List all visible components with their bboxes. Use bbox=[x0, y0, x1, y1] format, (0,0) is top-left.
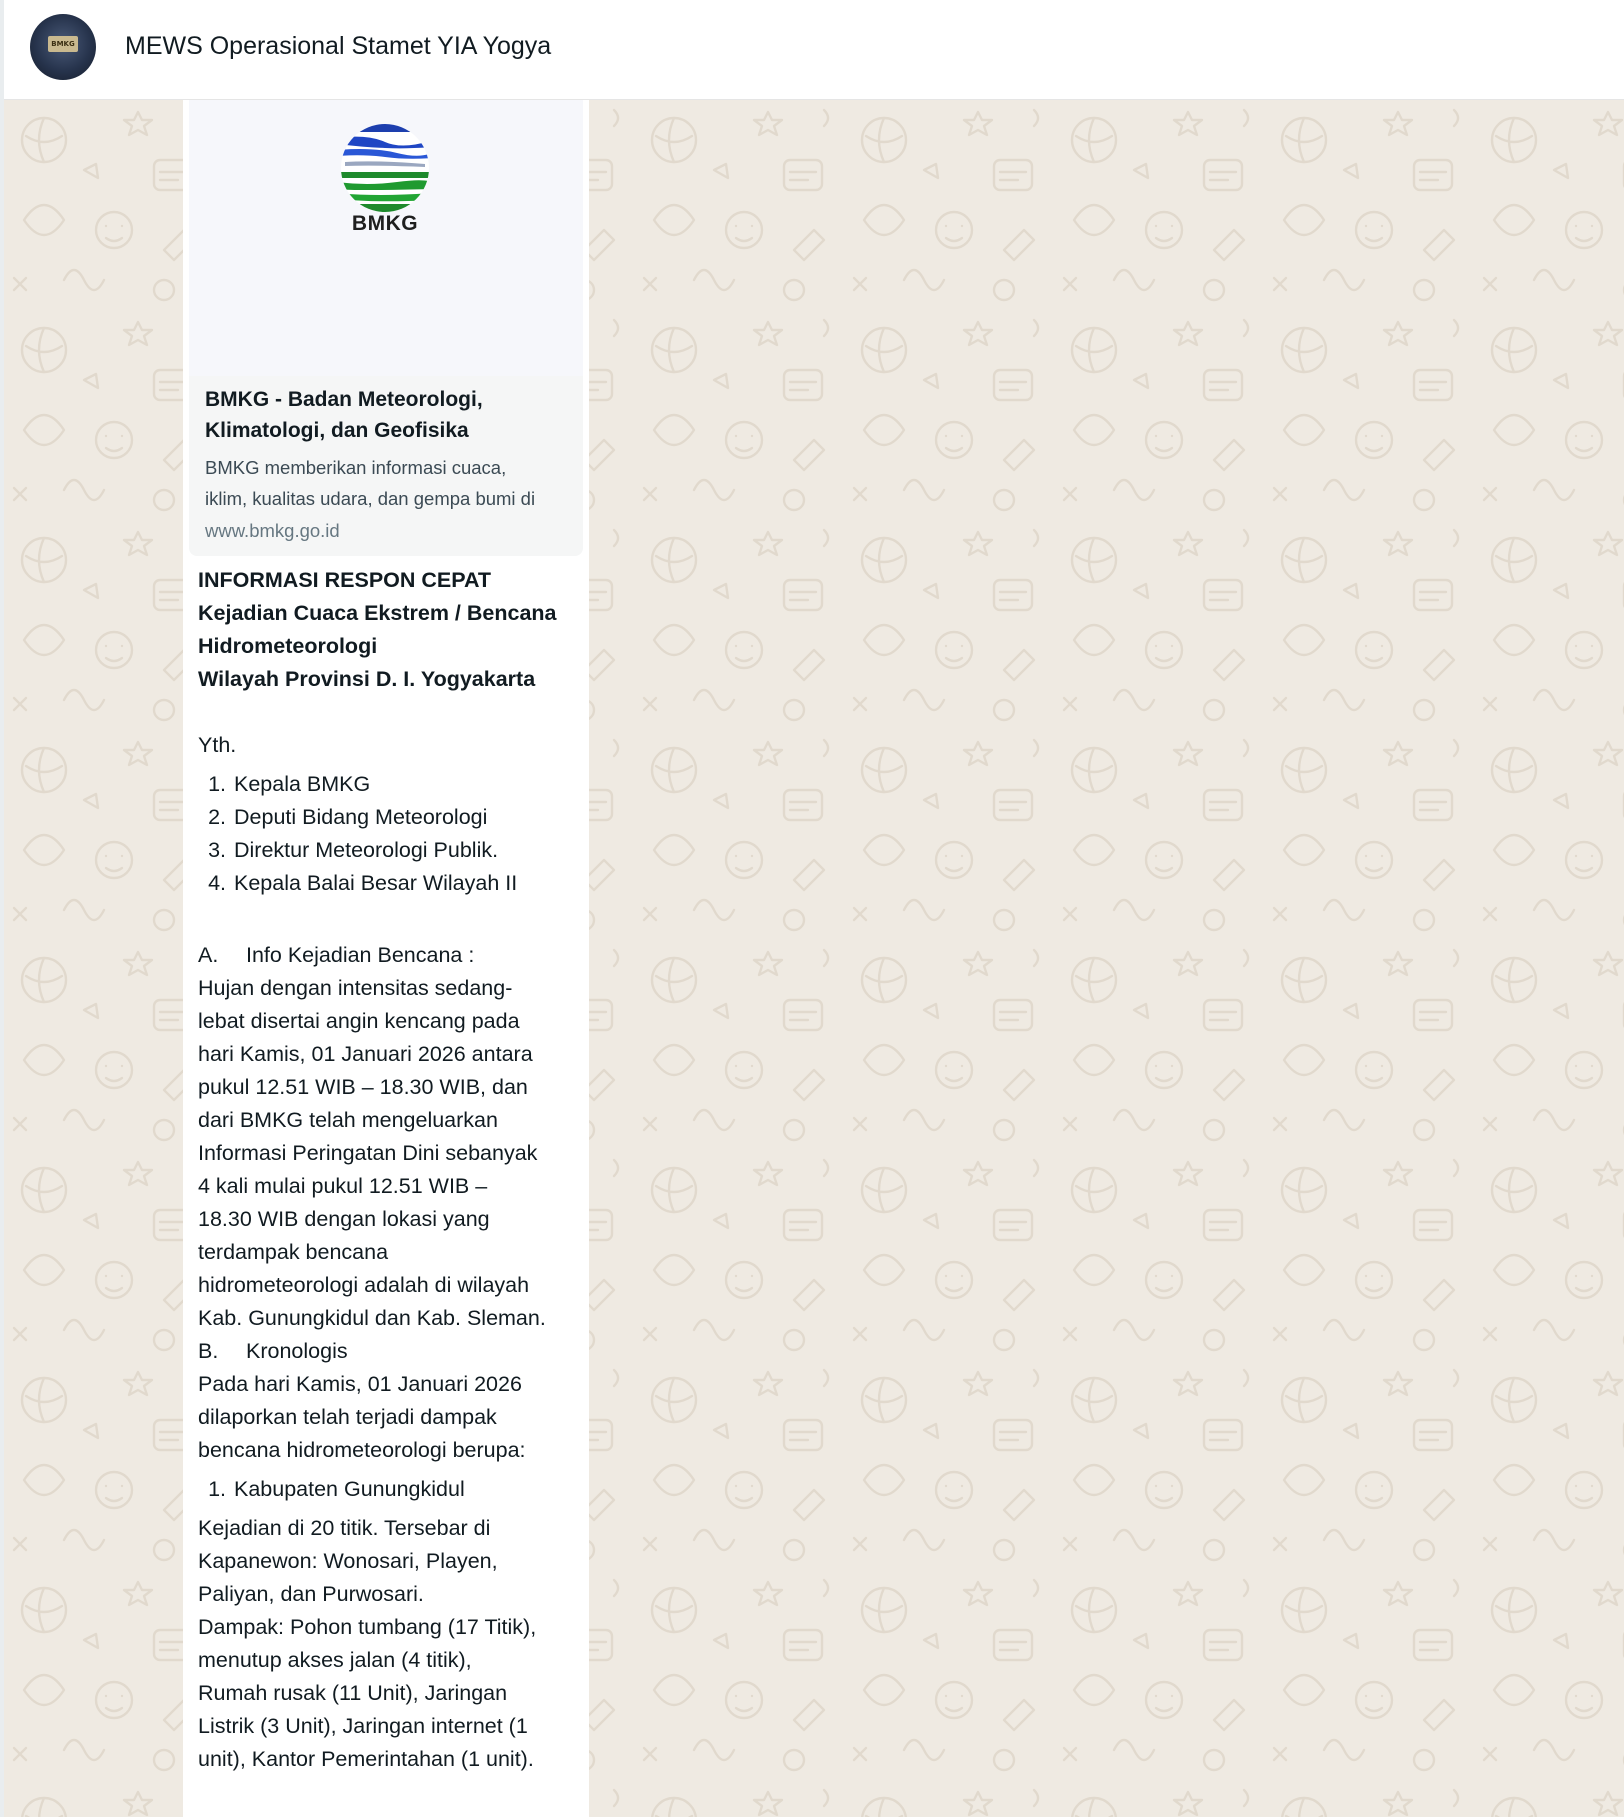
message-heading-line: Wilayah Provinsi D. I. Yogyakarta bbox=[198, 667, 536, 691]
detail-line: unit), Kantor Pemerintahan (1 unit). bbox=[198, 1747, 534, 1771]
link-preview-info[interactable] bbox=[205, 384, 575, 544]
list-text: Deputi Bidang Meteorologi bbox=[234, 805, 488, 829]
list-number: 1. bbox=[208, 1477, 226, 1501]
list-item bbox=[198, 867, 581, 900]
list-number: 3. bbox=[208, 838, 226, 862]
link-preview-description-line: iklim, kualitas udara, dan gempa bumi di bbox=[205, 488, 536, 509]
list-number: 1. bbox=[208, 772, 226, 796]
bmkg-logo-icon bbox=[337, 120, 433, 216]
detail-line: Listrik (3 Unit), Jaringan internet (1 bbox=[198, 1714, 528, 1738]
area-list bbox=[198, 1473, 581, 1506]
chat-header[interactable] bbox=[4, 0, 1624, 100]
recipient-list bbox=[198, 768, 581, 900]
link-preview-title-line: BMKG - Badan Meteorologi, bbox=[205, 388, 483, 411]
section-b-line: bencana hidrometeorologi berupa: bbox=[198, 1438, 526, 1462]
section-a-line: Hujan dengan intensitas sedang- bbox=[198, 976, 513, 1000]
section-a-line: 4 kali mulai pukul 12.51 WIB – bbox=[198, 1174, 488, 1198]
blank-line bbox=[198, 906, 581, 939]
section-label: A. bbox=[198, 943, 219, 967]
detail-line: Kapanewon: Wonosari, Playen, bbox=[198, 1549, 498, 1573]
section-a-line: hari Kamis, 01 Januari 2026 antara bbox=[198, 1042, 533, 1066]
message-text bbox=[198, 564, 581, 1776]
list-item bbox=[198, 801, 581, 834]
list-text: Direktur Meteorologi Publik. bbox=[234, 838, 499, 862]
chat-title[interactable]: MEWS Operasional Stamet YIA Yogya bbox=[125, 32, 552, 60]
section-b-line: dilaporkan telah terjadi dampak bbox=[198, 1405, 497, 1429]
list-text: Kepala BMKG bbox=[234, 772, 371, 796]
link-preview-url[interactable]: www.bmkg.go.id bbox=[205, 520, 340, 541]
avatar-plate: BMKG bbox=[48, 36, 78, 52]
section-a-line: terdampak bencana bbox=[198, 1240, 389, 1264]
list-item bbox=[198, 768, 581, 801]
link-preview-description bbox=[205, 452, 575, 514]
section-a-heading bbox=[198, 939, 581, 972]
section-a-line: dari BMKG telah mengeluarkan bbox=[198, 1108, 498, 1132]
link-preview-card[interactable] bbox=[189, 100, 583, 556]
section-b-line: Pada hari Kamis, 01 Januari 2026 bbox=[198, 1372, 522, 1396]
detail-line: Rumah rusak (11 Unit), Jaringan bbox=[198, 1681, 508, 1705]
list-item bbox=[198, 834, 581, 867]
message-heading-line: Kejadian Cuaca Ekstrem / Bencana bbox=[198, 601, 557, 625]
section-title: Info Kejadian Bencana : bbox=[246, 943, 475, 967]
section-b-heading bbox=[198, 1335, 581, 1368]
message-heading-line: Hidrometeorologi bbox=[198, 634, 378, 658]
detail-line: Paliyan, dan Purwosari. bbox=[198, 1582, 424, 1606]
list-item bbox=[198, 1473, 581, 1506]
section-title: Kronologis bbox=[246, 1339, 348, 1363]
link-preview-image bbox=[189, 100, 583, 376]
section-a-line: lebat disertai angin kencang pada bbox=[198, 1009, 520, 1033]
list-number: 2. bbox=[208, 805, 226, 829]
link-preview-title[interactable] bbox=[205, 384, 575, 446]
section-a-line: pukul 12.51 WIB – 18.30 WIB, dan bbox=[198, 1075, 528, 1099]
link-preview-title-line: Klimatologi, dan Geofisika bbox=[205, 419, 469, 442]
detail-line: menutup akses jalan (4 titik), bbox=[198, 1648, 472, 1672]
list-number: 4. bbox=[208, 871, 226, 895]
section-a-line: Kab. Gunungkidul dan Kab. Sleman. bbox=[198, 1306, 546, 1330]
message-heading-line: INFORMASI RESPON CEPAT bbox=[198, 568, 492, 592]
section-a-line: Informasi Peringatan Dini sebanyak bbox=[198, 1141, 538, 1165]
section-a-line: hidrometeorologi adalah di wilayah bbox=[198, 1273, 530, 1297]
blank-line bbox=[198, 696, 581, 729]
bmkg-logo-text: BMKG bbox=[351, 212, 419, 235]
link-preview-description-line: BMKG memberikan informasi cuaca, bbox=[205, 457, 507, 478]
section-label: B. bbox=[198, 1339, 219, 1363]
salutation: Yth. bbox=[198, 733, 237, 757]
message-bubble[interactable] bbox=[183, 100, 589, 1817]
list-text: Kabupaten Gunungkidul bbox=[234, 1477, 465, 1501]
section-a-line: 18.30 WIB dengan lokasi yang bbox=[198, 1207, 490, 1231]
detail-line: Kejadian di 20 titik. Tersebar di bbox=[198, 1516, 491, 1540]
list-text: Kepala Balai Besar Wilayah II bbox=[234, 871, 518, 895]
group-avatar[interactable] bbox=[30, 14, 96, 80]
detail-line: Dampak: Pohon tumbang (17 Titik), bbox=[198, 1615, 537, 1639]
